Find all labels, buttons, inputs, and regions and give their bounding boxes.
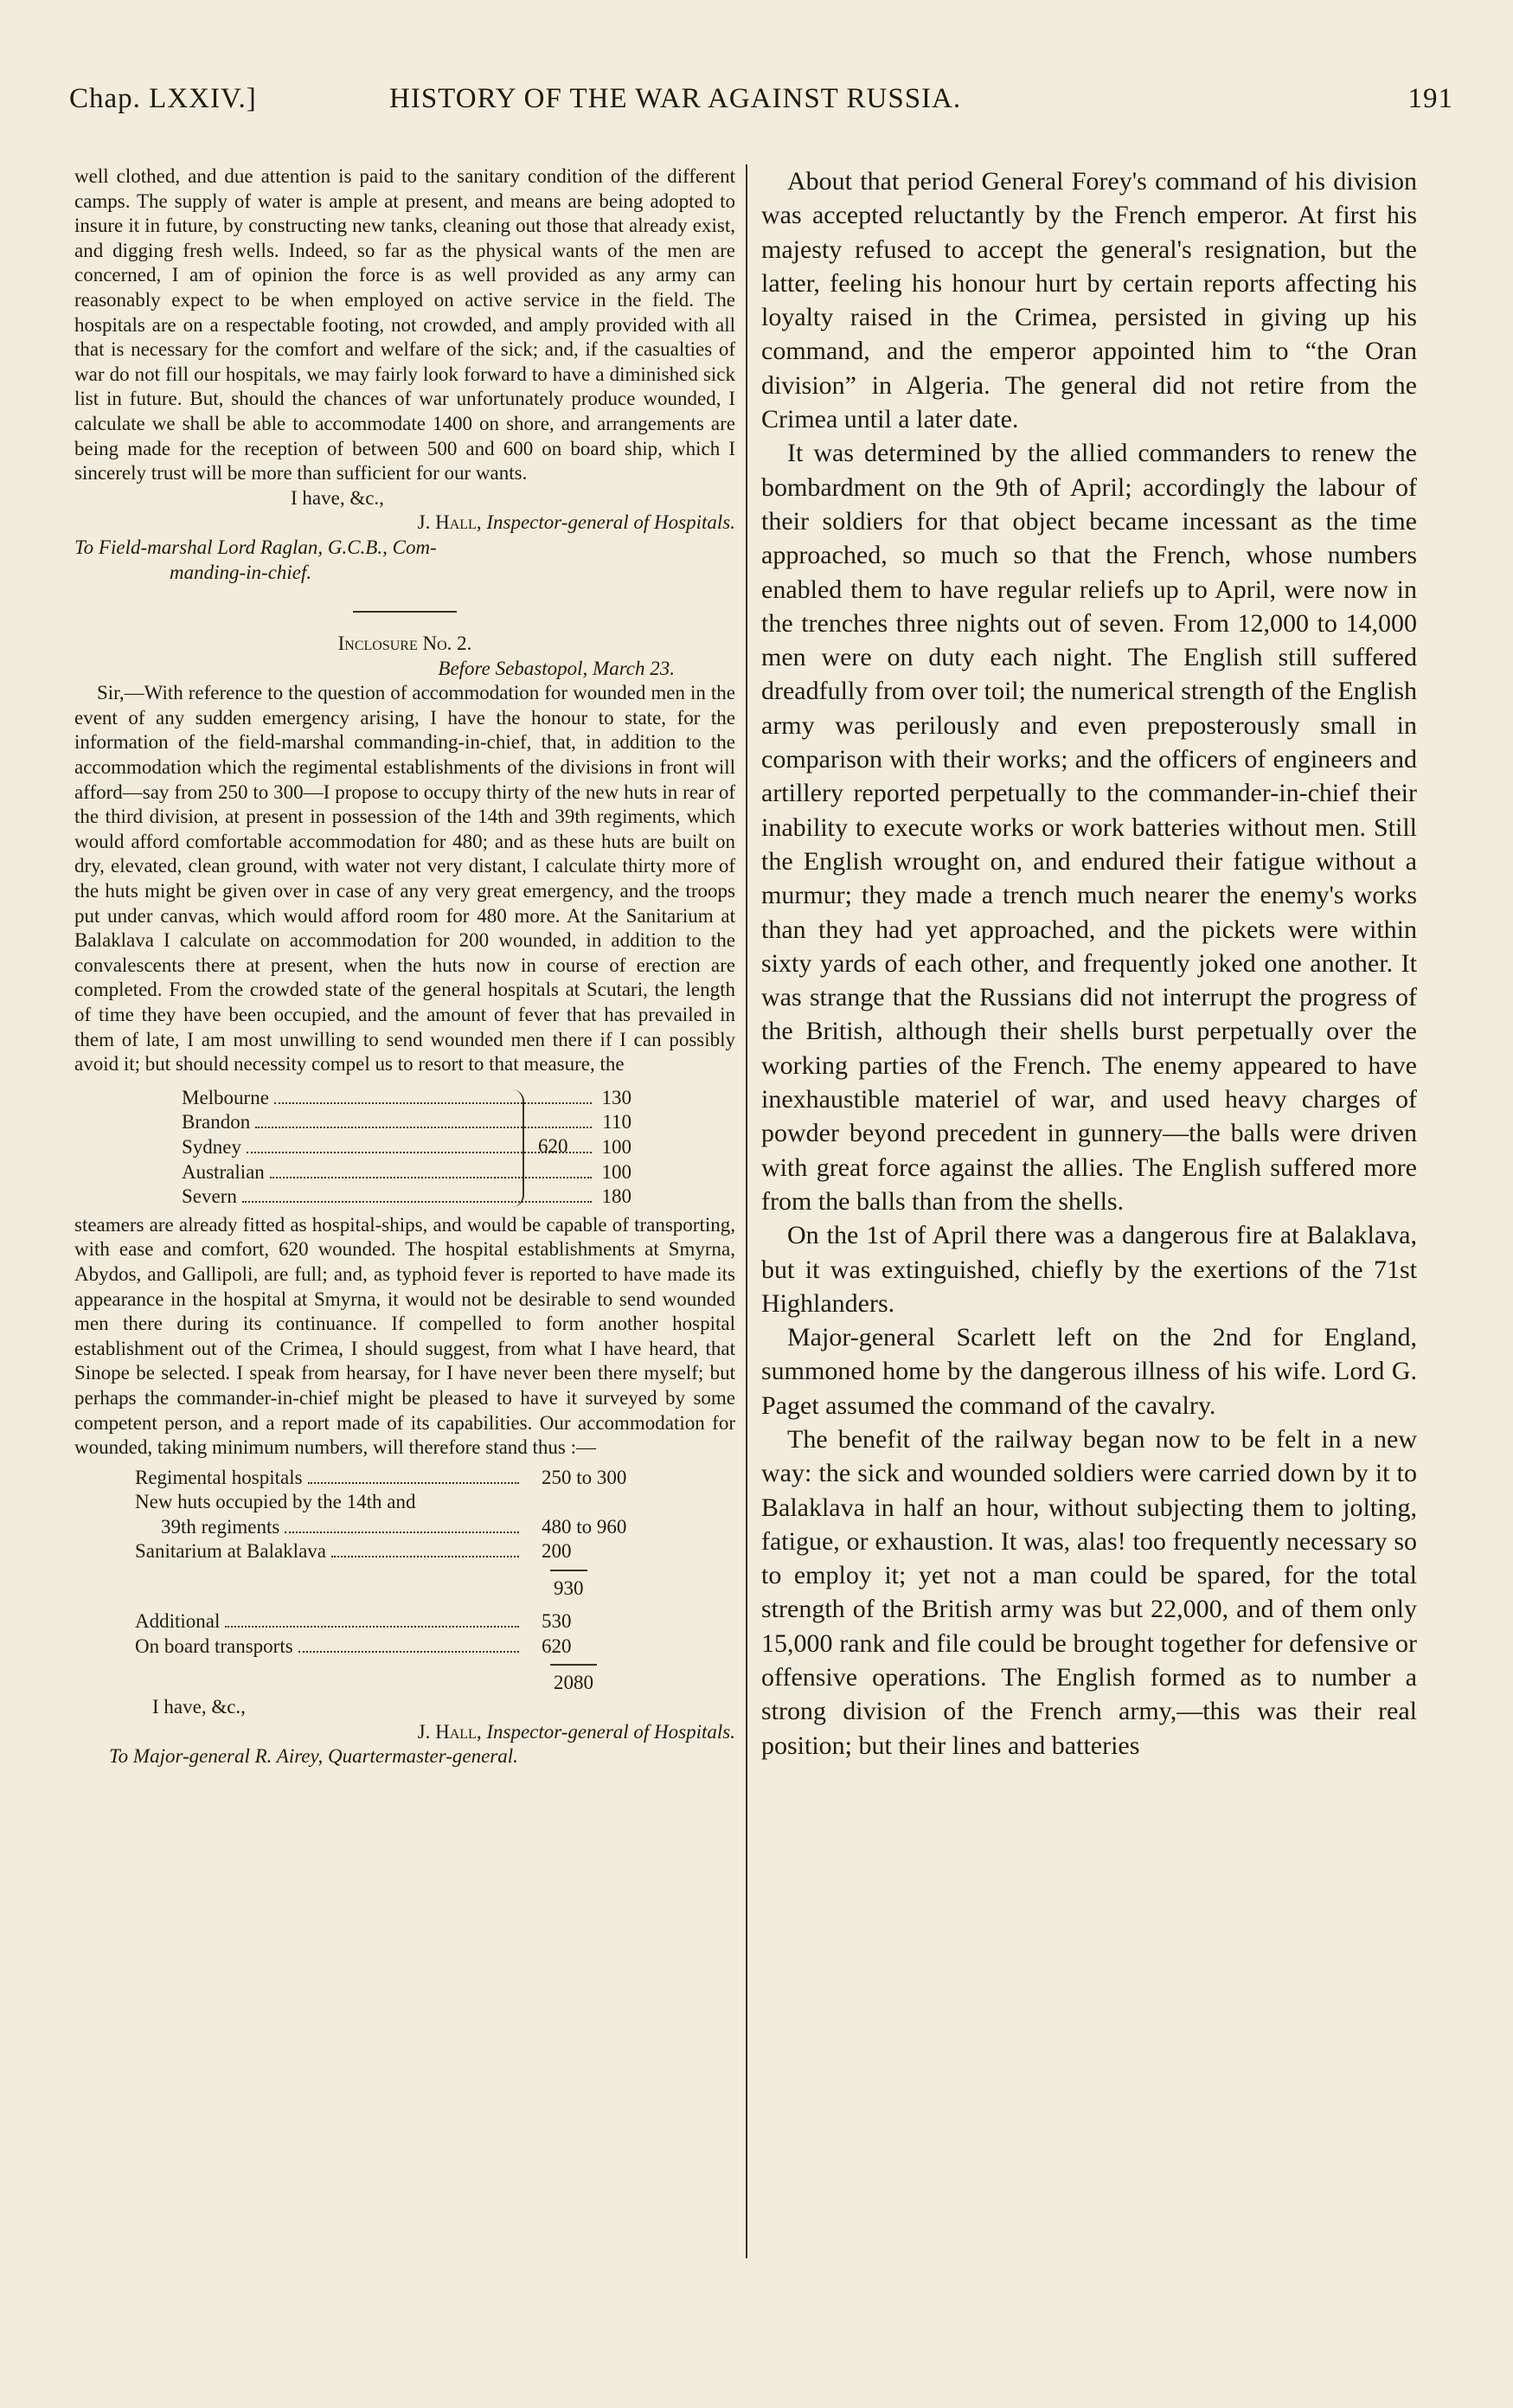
table-row [135, 1515, 671, 1540]
table-row [135, 1634, 671, 1660]
grand-total [135, 1659, 671, 1694]
ship-capacity: 100 [601, 1135, 631, 1158]
enclosure-place-date [74, 657, 735, 682]
narrative-paragraph: Major-general Scarlett left on the 2nd for England, summoned home by the dangerous illness of his wife. Lord G. Paget assumed the command of the cavalry. [761, 1323, 1417, 1420]
ships-table [182, 1086, 631, 1210]
page-number: 191 [1407, 83, 1453, 114]
ship-capacity: 100 [601, 1160, 631, 1183]
accommodation-table [135, 1466, 671, 1694]
closing-text: I have, &c., [152, 1696, 246, 1718]
ship-name: Melbourne [182, 1086, 269, 1108]
column-divider [746, 164, 747, 2258]
addressee-line: To Major-general R. Airey, Quartermaster-general. [109, 1745, 518, 1768]
ship-row [182, 1086, 631, 1111]
chapter-label: Chap. LXXIV.] [69, 83, 257, 114]
row-value: 620 [542, 1634, 572, 1657]
ship-row [182, 1110, 631, 1135]
ships-total: 620 [538, 1134, 568, 1157]
ship-capacity: 180 [601, 1185, 631, 1208]
addressee-line-cont: manding-in-chief. [170, 561, 312, 583]
ship-name: Australian [182, 1160, 265, 1183]
grand-total-value: 2080 [550, 1664, 597, 1696]
row-label: Additional [135, 1610, 221, 1633]
enclosure-paragraph: Sir,—With reference to the question of accommodation for wounded men in the event of any sudden emergency arising, I have the honour to state, for the information of the field-marshal commanding-in-chief, that, in addition to the accommodation which the regimental establishments of the divisions in front will afford—say from 250 to 300—I propose to occupy thirty of the new huts in rear of the third division, at present in possession of the 14th and 39th regiments, which would afford comfortable accommodation for 480; and as these huts are built on dry, elevated, clean ground, with water not very distant, I calculate thirty more of the huts might be given over in case of any very great emergency, and the troops put under canvas, which would afford room for 480 more. At the Sanitarium at Balaklava I calculate on accommodation for 200 wounded, in addition to the convalescents there at present, when the huts now in course of erection are completed. From the crowded state of the general hospitals at Scutari, the length of time they have been occupied, and the amount of fever that has prevailed in them of late, I am most unwilling to send wounded men there if I can possibly avoid it; but should necessity compel us to resort to that measure, the [74, 682, 735, 1076]
letter-paragraph: well clothed, and due attention is paid to the sanitary condition of the different camps. The supply of water is ample at present, and means are being adopted to insure it in future, by constructing new tanks, cleaning out those that already exist, and digging fresh wells. Indeed, so far as the physical wants of the men are concerned, I am of opinion the force is as well provided as any army can reasonably expect to be when employed on active service in the field. The hospitals are on a respectable footing, not crowded, and amply provided with all that is necessary for the comfort and welfare of the sick; and, if the casualties of war do not fill our hospitals, we may fairly look forward to have a diminished sick list in future. But, should the chances of war unfortunately produce wounded, I calculate we shall be able to accommodate 1400 on shore, and arrangements are being made for the reception of between 500 and 600 on board ship, which I sincerely trust will be more than sufficient for our wants. [74, 165, 735, 485]
ship-row [182, 1185, 631, 1210]
signature-name: J. Hall, [417, 1720, 482, 1743]
row-label: Regimental hospitals [135, 1466, 303, 1488]
page-header [52, 83, 1453, 135]
row-label: 39th regiments [161, 1515, 280, 1538]
row-value: 250 to 300 [542, 1466, 627, 1488]
closing-line [74, 1695, 735, 1720]
section-divider [353, 611, 457, 613]
narrative-paragraph: About that period General Forey's command of his division was accepted reluctantly by the French emperor. At first his majesty refused to accept the general's resignation, but the latter, feeling his honour hurt by certain reports affecting his loyalty raised in the Crimea, persisted in giving up his command, and the emperor appointed him to “the Oran division” in Algeria. The general did not retire from the Crimea until a later date. [761, 167, 1417, 434]
ship-capacity: 130 [601, 1086, 631, 1108]
narrative-paragraph: On the 1st of April there was a dangerous fire at Balaklava, but it was extinguished, chiefly by the exertions of the 71st Highlanders. [761, 1221, 1417, 1318]
signature-name: J. Hall, [417, 511, 482, 534]
table-row [135, 1609, 671, 1634]
closing-line [74, 486, 735, 511]
left-column [74, 164, 735, 1769]
ship-capacity: 110 [602, 1111, 631, 1133]
closing-text: I have, &c., [291, 486, 384, 509]
table-row [135, 1466, 671, 1491]
ship-name: Sydney [182, 1135, 241, 1158]
signature [74, 510, 735, 536]
ship-row [182, 1160, 631, 1185]
row-label: New huts occupied by the 14th and [135, 1491, 416, 1513]
place-date-text: Before Sebastopol, March 23. [438, 657, 675, 679]
signature [74, 1720, 735, 1745]
narrative-paragraph: The benefit of the railway began now to be felt in a new way: the sick and wounded soldiers were carried down by it to Balaklava in half an hour, without subjecting them to jolting, fatigue, or exhaustion. It was, alas! too frequently necessary so to employ it; yet not a man could be spared, for the total strength of the British army was but 22,000, and of them only 15,000 rank and file could be brought together for defensive or offensive operations. The English formed as to number a strong division of the French army,—this was their real position; but their lines and batteries [761, 1424, 1417, 1760]
subtotal-value: 930 [550, 1570, 587, 1602]
row-value: 530 [542, 1610, 572, 1633]
table-row [135, 1539, 671, 1564]
running-title: HISTORY OF THE WAR AGAINST RUSSIA. [389, 83, 962, 114]
row-value: 200 [542, 1540, 572, 1563]
row-label: Sanitarium at Balaklava [135, 1540, 326, 1563]
narrative-paragraph: It was determined by the allied commanders to renew the bombardment on the 9th of April; accordingly the labour of their soldiers for that object became incessant as the time approached, so much so that the French, whose numbers enabled them to have regular reliefs up to April, were now in the trenches three nights out of seven. From 12,000 to 14,000 men were on duty each night. The English still suffered dreadfully from over toil; the numerical strength of the English army was perilously and even preposterously small in comparison with their works; and the officers of engineers and artillery reported perpetually to the commander-in-chief their inability to execute works or work batteries without men. Still the English wrought on, and endured their fatigue without a murmur; they made a trench much nearer the enemy's works than they had yet approached, and the pickets were within sixty yards of each other, and frequently joked one another. It was strange that the Russians did not interrupt the progress of the British, although their shells burst perpetually over the working parties of the French. The enemy appeared to have inexhaustible materiel of war, and used heavy charges of powder beyond precedent in gunnery—the balls were driven with great force against the allies. The English suffered more from the balls than from the shells. [761, 439, 1417, 1216]
row-value: 480 to 960 [542, 1515, 627, 1538]
signature-title: Inspector-general of Hospitals. [486, 511, 735, 534]
signature-title: Inspector-general of Hospitals. [486, 1720, 735, 1743]
addressee-line: To Field-marshal Lord Raglan, G.C.B., Com- [74, 536, 437, 558]
row-label: On board transports [135, 1634, 293, 1657]
right-column [761, 164, 1417, 1763]
table-row [135, 1490, 671, 1515]
brace [512, 1089, 524, 1207]
ship-name: Severn [182, 1185, 237, 1208]
subtotal [135, 1564, 671, 1600]
ship-name: Brandon [182, 1111, 251, 1133]
enclosure-paragraph-cont: steamers are already fitted as hospital-ships, and would be capable of transporting, with ease and comfort, 620 wounded. The hospital establishments at Smyrna, Abydos, and Gallipoli, are full; and, as typhoid fever is reported to have made its appearance in the hospital at Smyrna, it would not be desirable to send wounded men there during its continuance. If compelled to form another hospital establishment out of the Crimea, I should suggest, from what I have heard, that Sinope be selected. I speak from hearsay, for I have never been there myself; but perhaps the commander-in-chief might be pleased to have it surveyed by some competent person, and a report made of its capabilities. Our accommodation for wounded, taking minimum numbers, will therefore stand thus :— [74, 1213, 735, 1459]
enclosure-heading: Inclosure No. 2. [337, 633, 472, 655]
